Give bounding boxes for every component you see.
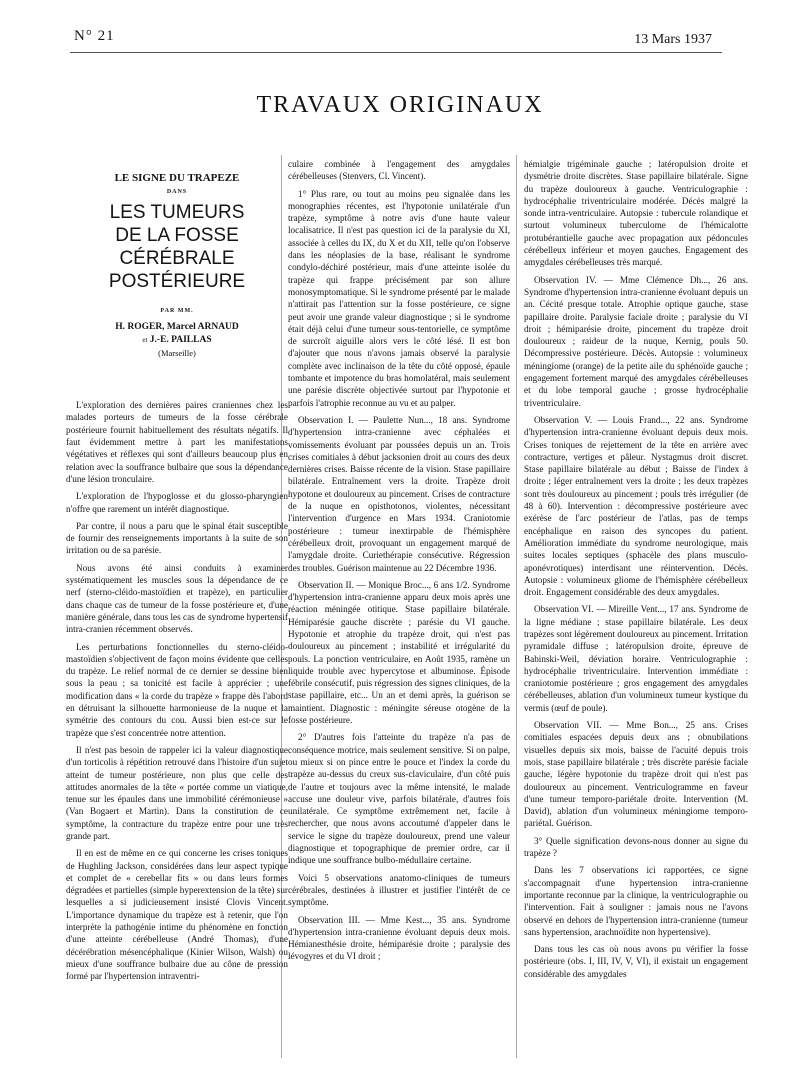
section-title: TRAVAUX ORIGINAUX — [256, 92, 544, 118]
title-connector: DANS — [166, 189, 188, 196]
column-1 — [66, 160, 288, 988]
paragraph: 2° D'autres fois l'atteinte du trapèze n'a pas de conséquence motrice, mais seulement sensitive. Si on palpe, ou mieux si on pince entre le pouce et l'index la corde du trapèze au-dessus du creux sus-claviculaire, d'un côté puis de l'autre et toujours avec la même intensité, le malade accuse une douleur vive, parfois bilatérale, d'autres fois unilatérale. Ce symptôme extrêmement net, facile à rechercher, que nous avons accoutumé d'appeler dans le service le signe du trapèze douloureux, prend une valeur diagnostique et topographique de premier ordre, car il indique une souffrance bulbo-médullaire certaine. — [288, 732, 510, 866]
column-divider — [516, 155, 517, 1058]
column-3 — [524, 158, 748, 985]
observation: Observation III. — Mme Kest..., 35 ans. Syndrome d'hypertension intra-cranienne évoluant depuis deux mois. Hémianesthésie droite, hémiparésie droite ; paralysie des lévogyres et du VI droit ; — [288, 914, 510, 962]
paragraph: Dans tous les cas où nous avons pu vérifier la fosse postérieure (obs. I, III, IV, V, VI), il existait un engagement considérable des amygdales — [524, 944, 748, 979]
paragraph: L'exploration des dernières paires craniennes chez les malades porteurs de tumeurs de la fosse cérébrale postérieure fournit habituellement des résultats négatifs. Il faut évidemment mettre à part les manifestations végétatives et réflexes qui sont d'ailleurs beaucoup plus en relation avec la souffrance bulbaire que sous la dépendance d'une lésion tronculaire. — [66, 400, 288, 484]
column-2 — [288, 158, 510, 968]
authors — [66, 321, 288, 347]
authors-conjunction: et — [142, 335, 148, 344]
observation: Observation IV. — Mme Clémence Dh..., 26 ans. Syndrome d'hypertension intra-cranienne évoluant depuis un an. Cécité presque totale. Atrophie optique gauche, stase papillaire droite. Paralysie faciale droite ; paralysie du VI droit ; hémiparésie droite, pincement du trapèze droit douloureux ; raideur de la nuque, Kernig, pouls 50. Décompressive postérieure. Décès. Autopsie : volumineux méningiome (orange) de la petite aile du sphénoïde gauche ; engagement fortement marqué des amygdales cérébelleuses et du lobe temporal gauche ; grosse hydrocéphalie triventriculaire. — [524, 274, 748, 408]
observation: Observation VII. — Mme Bon..., 25 ans. Crises comitiales espacées depuis deux ans ; obnubilations visuelles depuis six mois, baisse de l'acuité depuis trois mois, stase papillaire bilatérale ; très discrète parésie faciale gauche, légère hypotonie du trapèze droit qui n'est pas douloureux au pincement. Ventriculogramme en faveur d'une tumeur temporo-pariétale droite. Intervention (M. David), ablation d'un volumineux méningiome temporo-pariétal. Guérison. — [524, 720, 748, 829]
paragraph: Les perturbations fonctionnelles du sterno-cléido-mastoïdien s'objectivent de façon moins évidente que celles du trapèze. Le relief normal de ce dernier se dessine bien sous la peau ; sa tonicité est facile à apprécier ; une modification dans « la corde du trapèze » frappe dès l'abord en détruisant la silhouette harmonieuse de la nuque et la symétrie des contours du cou. Aussi bien est-ce sur le trapèze que s'est concentrée notre attention. — [66, 641, 288, 738]
issue-date: 13 Mars 1937 — [634, 32, 712, 47]
authors-line: H. ROGER, Marcel ARNAUD — [115, 321, 239, 332]
observation: Observation VI. — Mireille Vent..., 17 ans. Syndrome de la ligne médiane ; stase papillaire bilatérale. Les deux trapèzes sont légèrement douloureux au pincement. Irritation pyramidale diffuse ; latéropulsion droite, épreuve de Babinski-Weil, déviation horaire. Ventriculographie : hydrocéphalie triventriculaire. Intervention immédiate : craniotomie postérieure ; gros engagement des amygdales cérébelleuses, ablation d'un volumineux tumeur kystique du vermis (œuf de poule). — [524, 604, 748, 713]
issue-number: N° 21 — [74, 28, 115, 44]
observation: Observation I. — Paulette Nun..., 18 ans. Syndrome d'hypertension intra-cranienne avec céphalées et vomissements évoluant par poussées depuis un an. Trois crises comitiales à début jacksonien droit au cours des deux dernières crises. Baisse récente de la vision. Stase papillaire bilatérale. Entraînement vers la droite. Trapèze droit hypotone et douloureux au pincement. Crises de contracture de la nuque en opisthotonos, violentes, nécessitant l'intervention d'urgence en Mars 1934. Craniotomie postérieure : tumeur inextirpable de l'hémisphère cérébelleux droit, provoquant un engagement marqué de l'amygdale droite. Curiethérapie consécutive. Régression des troubles. Guérison maintenue au 22 Décembre 1936. — [288, 414, 510, 573]
byline-prefix: PAR MM. — [160, 307, 194, 314]
paragraph: Il en est de même en ce qui concerne les crises toniques de Hughling Jackson, considérées dans leur aspect typique et complet de « cerebellar fits » ou dans leurs formes dégradées et partielles (simple hyperextension de la tête) sur lesquelles a si judicieusement insisté Clovis Vincent. L'importance dynamique du trapèze est à retenir, que l'on interprète la pathogénie intime du phénomène en fonction d'une atteinte cérébelleuse (André Thomas), d'une décérébration mésencéphalique (Kinier Wilson, Walsh) ou mieux d'une souffrance bulbaire due au cône de pression formé par l'hypertension intraventri- — [66, 848, 288, 982]
header-rule — [70, 52, 722, 53]
paragraph: 1° Plus rare, ou tout au moins peu signalée dans les monographies récentes, est l'hypotonie unilatérale d'un trapèze, symptôme à notre avis d'une haute valeur localisatrice. Il n'est pas question ici de la paralysie du XI, associée à celles du IX, du X et du XII, telle qu'on l'observe dans les néoplasies de la base, réalisant le syndrome condylo-déchiré postérieur, mais d'une atteinte isolée du trapèze qui frappe précisément par son allure monosymptomatique. Si le syndrome présenté par le malade n'attirait pas l'attention sur la fosse postérieure, ce signe peut avoir une grande valeur diagnostique ; si le syndrome était déjà celui d'une tumeur sous-tentorielle, ce symptôme de surcroît aiguille alors vers le côté lésé. Il est bon d'ajouter que nous n'avons jamais observé la paralysie complète avec inclinaison de la tête du côté opposé, épaule tombante et impotence du bras homolatéral, mais seulement une parésie discrète objectivée surtout par l'hypotonie et parfois l'atrophie reconnue au vu et au palper. — [288, 188, 510, 408]
paragraph: Voici 5 observations anatomo-cliniques de tumeurs cérébrales, destinées à illustrer et justifier l'intérêt de ce symptôme. — [288, 872, 510, 908]
article-subtitle: LE SIGNE DU TRAPEZE — [114, 172, 240, 184]
article-title-line: DE LA FOSSE CÉRÉBRALE — [115, 224, 239, 269]
paragraph: Dans les 7 observations ici rapportées, ce signe s'accompagnait d'une hypertension intra-cranienne importante reconnue par la clinique, la ventriculographie ou l'intervention. Fait à souligner : jamais nous ne l'avons observé en dehors de l'hypertension intra-cranienne (tumeur sans hypertension, arachnoïdite non hypertensive). — [524, 865, 748, 937]
paragraph: L'exploration de l'hypoglosse et du glosso-pharyngien n'offre que rarement un intérêt diagnostique. — [66, 491, 288, 514]
observation: Observation V. — Louis Frand..., 22 ans. Syndrome d'hypertension intra-cranienne évoluant depuis deux mois. Crises toniques de rejettement de la tête en arrière avec contracture, vertiges et pâleur. Nystagmus droit discret. Stase papillaire bilatérale au début ; Baisse de l'index à droite ; léger entraînement vers la droite ; les deux trapèzes sont très douloureux au pincement ; pouls très irrégulier (de 48 à 60). Intervention : décompressive postérieure avec exérèse de l'arc postérieur de l'atlas, pas de temps encéphalique en raison des syncopes du patient. Amélioration immédiate du syndrome neurologique, mais suites locales septiques (sphacèle des plans musculo-aponévrotiques) interdisant une réintervention. Décès. Autopsie : volumineux gliome de l'hémisphère cérébelleux droit. Engagement considérable des deux amygdales. — [524, 414, 748, 598]
observation: Observation II. — Monique Broc..., 6 ans 1/2. Syndrome d'hypertension intra-cranienne apparu deux mois après une réaction méningée otitique. Stase papillaire bilatérale. Hémiparésie gauche discrète ; parésie du VI gauche. Hypotonie et atrophie du trapèze droit, qui n'est pas douloureux au pincement ; instabilité et irrégularité du pouls. La ponction ventriculaire, en Août 1935, ramène un liquide trouble avec hypercytose et albuminose. Épisode fébrile consécutif, puis régression des signes cliniques, de la stase papillaire, etc... Un an et demi après, la guérison se maintient. Diagnostic : méningite séreuse otogène de la fosse postérieure. — [288, 579, 510, 726]
paragraph: Nous avons été ainsi conduits à examiner systématiquement les muscles sous la dépendance de ce nerf (sterno-cléido-mastoïdien et trapèze), en particulier dans chaque cas de tumeur de la fosse postérieure et, d'une manière générale, dans tous les cas de syndrome hypertensif intra-cranien récemment observés. — [66, 562, 288, 635]
paragraph: culaire combinée à l'engagement des amygdales cérébelleuses (Stenvers, Cl. Vincent). — [288, 159, 510, 182]
paragraph: 3° Quelle signification devons-nous donner au signe du trapèze ? — [524, 835, 748, 859]
paragraph: Il n'est pas besoin de rappeler ici la valeur diagnostique d'un torticolis à répétition retrouvé dans l'histoire d'un sujet atteint de tumeur postérieure, non plus que celle des attitudes anormales de la tête « portée comme un viatique, tenue sur les épaules dans une immobilité cérémonieuse » (Van Bogaert et Martin). Dans la constitution de ce symptôme, la contracture du trapèze entre pour une très grande part. — [66, 744, 288, 841]
authors-line: J.-E. PAILLAS — [149, 334, 212, 345]
paragraph: Par contre, il nous a paru que le spinal était susceptible de fournir des renseignements importants à la suite de son irritation ou de sa parésie. — [66, 520, 288, 556]
article-title-line: POSTÉRIEURE — [108, 270, 246, 292]
article-title-line: LES TUMEURS — [109, 201, 245, 223]
paragraph: hémialgie trigéminale gauche ; latéropulsion droite et dysmétrie droite discrètes. Stase papillaire bilatérale. Signe du trapèze douloureux à gauche. Ventriculographie : hydrocéphalie triventriculaire modérée. Décès malgré la sonde intra-ventriculaire. Autopsie : tubercule rolandique et surtout volumineux tuberculome de l'hémicalotte protubérantielle gauche avec propagation aux pédoncules cérébelleux inférieur et moyen gauches. Engagement des amygdales cérébelleuses très marqué. — [524, 159, 748, 268]
author-city: (Marseille) — [158, 347, 196, 358]
